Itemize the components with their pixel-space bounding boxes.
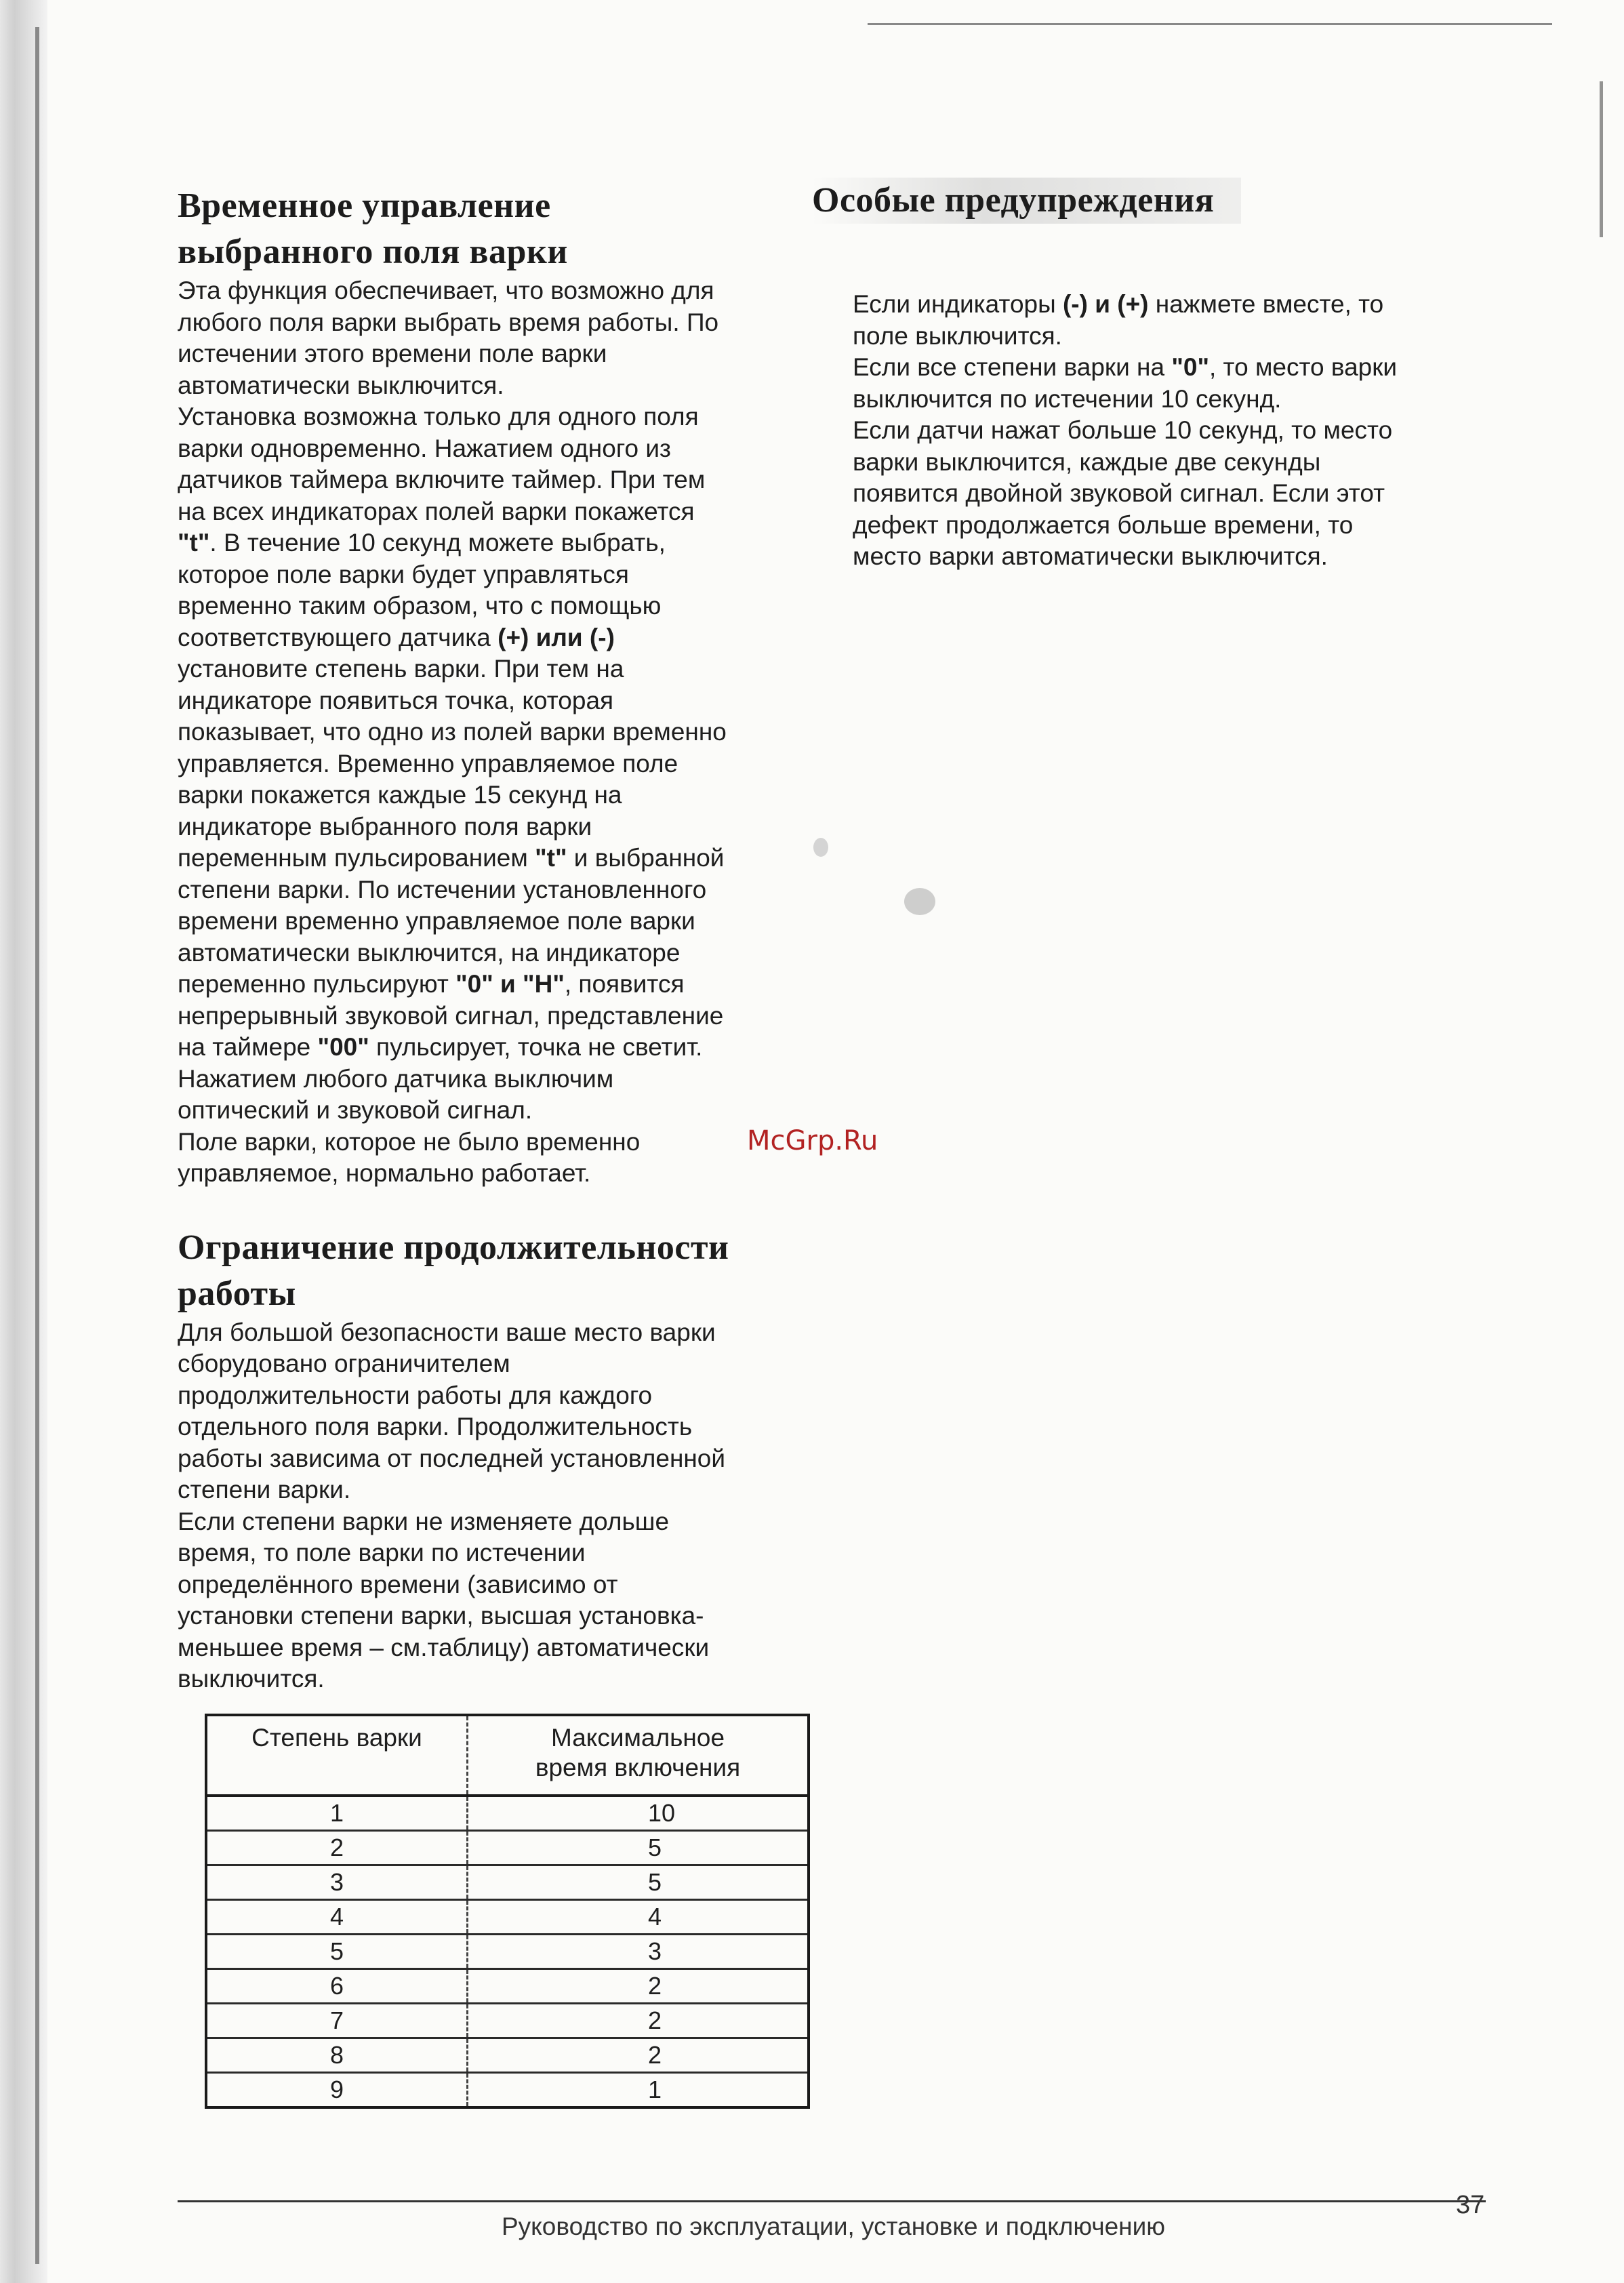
scan-edge-line (35, 27, 39, 2264)
right-edge-mark (1600, 81, 1603, 237)
section-operation-limit-body (178, 1317, 828, 1695)
table-row (206, 1831, 809, 1865)
text-line: индикаторе появиться точка, которая (178, 686, 614, 714)
scan-smudge (904, 888, 935, 915)
text-line: установки степени варки, высшая установка- (178, 1602, 704, 1630)
text-line: автоматически выключится. (178, 371, 504, 399)
cell-max-time: 3 (468, 1935, 809, 1969)
cell-cooking-level: 4 (206, 1900, 468, 1935)
text-line: Эта функция обеспечивает, что возможно для (178, 277, 714, 304)
header-max-time-line2: время включения (535, 1754, 741, 1781)
cell-cooking-level: 3 (206, 1865, 468, 1900)
text-line: показывает, что одно из полей варки временно (178, 718, 727, 746)
text-line: работы зависима от последней установленной (178, 1444, 726, 1472)
page-number: 37 (1456, 2191, 1485, 2219)
scan-edge-shadow (0, 0, 47, 2283)
duration-table-wrapper (205, 1714, 815, 2109)
text-line: варки одновременно. Нажатием одного из (178, 434, 671, 462)
text-line: индикаторе выбранного поля варки (178, 812, 592, 841)
cell-max-time: 2 (468, 2038, 809, 2073)
header-max-time (468, 1715, 809, 1796)
text-line: сборудовано ограничителем (178, 1350, 510, 1377)
text-line: определённого времени (зависимо от (178, 1570, 618, 1598)
text-line: Если индикаторы (-) и (+) нажмете вместе, то (853, 290, 1384, 318)
text-line: варки выключится, каждые две секунды (853, 447, 1321, 476)
text-line: автоматически выключится, на индикаторе (178, 938, 681, 967)
cell-cooking-level: 9 (206, 2073, 468, 2108)
table-row (206, 1969, 809, 2004)
text-line: выключится. (178, 1665, 325, 1693)
text-line: степени варки. По истечении установленного (178, 875, 707, 904)
text-line: установите степень варки. При тем на (178, 655, 624, 683)
table-row (206, 2038, 809, 2073)
table-row (206, 2073, 809, 2108)
text-line: выключится по истечении 10 секунд. (853, 384, 1282, 413)
cell-max-time: 5 (468, 1831, 809, 1865)
text-line: продолжительности работы для каждого (178, 1381, 653, 1409)
text-line: Установка возможна только для одного поля (178, 403, 699, 430)
text-line: степени варки. (178, 1476, 351, 1503)
cell-max-time: 5 (468, 1865, 809, 1900)
heading-line: Временное управление (178, 186, 551, 225)
text-line: Если степени варки не изменяете дольше (178, 1507, 670, 1535)
text-line: отдельного поля варки. Продолжительность (178, 1413, 693, 1440)
text-line: появится двойной звуковой сигнал. Если этот (853, 479, 1385, 507)
cell-max-time: 2 (468, 2004, 809, 2038)
heading-operation-limit (178, 1225, 828, 1317)
right-column (812, 178, 1483, 573)
text-line: соответствующего датчика (+) или (-) (178, 623, 615, 651)
heading-line: работы (178, 1274, 296, 1313)
text-line: Если все степени варки на "0", то место варки (853, 353, 1398, 381)
text-line: управляемое, нормально работает. (178, 1159, 591, 1187)
text-line: Нажатием любого датчика выключим (178, 1064, 614, 1093)
text-line: меньшее время – см.таблицу) автоматически (178, 1633, 710, 1661)
cell-cooking-level: 2 (206, 1831, 468, 1865)
text-line: любого поля варки выбрать время работы. По (178, 308, 719, 336)
footer-text: Руководство по эксплуатации, установке и подключению (502, 2213, 1166, 2240)
heading-special-warnings: Особые предупреждения (812, 178, 1241, 224)
heading-line: выбранного поля варки (178, 233, 568, 271)
top-rule (868, 23, 1552, 25)
text-line: дефект продолжается больше времени, то (853, 510, 1354, 539)
text-line: Если датчи нажат больше 10 секунд, то место (853, 416, 1393, 444)
cell-cooking-level: 7 (206, 2004, 468, 2038)
cell-max-time: 10 (468, 1796, 809, 1831)
heading-timer-control (178, 183, 828, 275)
text-line: непрерывный звуковой сигнал, представление (178, 1001, 724, 1030)
table-row (206, 1796, 809, 1831)
cell-cooking-level: 1 (206, 1796, 468, 1831)
cell-cooking-level: 6 (206, 1969, 468, 2004)
text-line: на всех индикаторах полей варки покажется (178, 497, 695, 525)
watermark: McGrp.Ru (747, 1125, 878, 1156)
text-line: времени временно управляемое поле варки (178, 907, 695, 935)
header-max-time-line1: Максимальное (550, 1724, 725, 1752)
duration-table (205, 1714, 810, 2109)
footer-rule (178, 2200, 1486, 2202)
cell-max-time: 2 (468, 1969, 809, 2004)
cell-cooking-level: 5 (206, 1935, 468, 1969)
heading-line: Ограничение продолжительности (178, 1228, 729, 1267)
text-line: переменным пульсированием "t" и выбранной (178, 844, 725, 872)
text-line: Поле варки, которое не было временно (178, 1127, 641, 1156)
table-header-row (206, 1715, 809, 1796)
table-row (206, 1935, 809, 1969)
cell-max-time: 1 (648, 2076, 662, 2103)
section-timer-control-body (178, 275, 828, 1190)
text-line: варки покажется каждые 15 секунд на (178, 781, 622, 809)
text-line: на таймере "00" пульсирует, точка не светит. (178, 1033, 703, 1061)
text-line: управляется. Временно управляемое поле (178, 749, 678, 777)
cell-cooking-level: 8 (206, 2038, 468, 2073)
table-row (206, 1865, 809, 1900)
table-body (206, 1796, 809, 2107)
cell-max-time: 4 (468, 1900, 809, 1935)
text-line: датчиков таймера включите таймер. При тем (178, 466, 706, 493)
text-line: "t". В течение 10 секунд можете выбрать, (178, 529, 666, 557)
section-special-warnings-body (853, 289, 1483, 573)
text-line: переменно пульсируют "0" и "H", появится (178, 970, 685, 998)
text-line: временно таким образом, что с помощью (178, 592, 662, 620)
table-row (206, 2004, 809, 2038)
left-column (178, 183, 828, 1695)
text-line: которое поле варки будет управляться (178, 560, 629, 588)
text-line: место варки автоматически выключится. (853, 542, 1328, 570)
text-line: Для большой безопасности ваше место варки (178, 1318, 716, 1346)
text-line: оптический и звуковой сигнал. (178, 1096, 533, 1124)
text-line: поле выключится. (853, 321, 1062, 350)
table-row (206, 1900, 809, 1935)
text-line: время, то поле варки по истечении (178, 1539, 586, 1567)
text-line: истечении этого времени поле варки (178, 340, 607, 367)
header-cooking-level: Степень варки (206, 1715, 468, 1796)
